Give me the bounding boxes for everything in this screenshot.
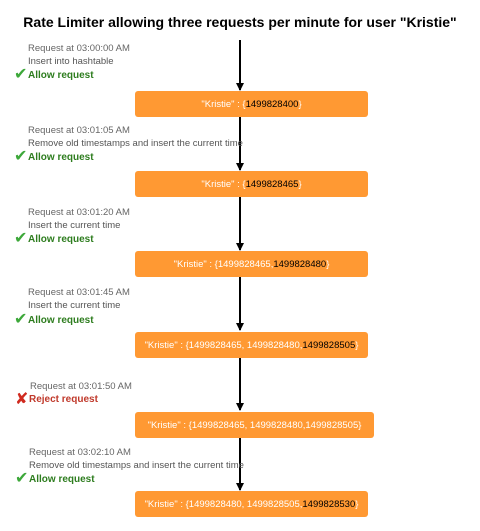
state-key: "Kristie" : { xyxy=(201,178,246,190)
state-key: "Kristie" : { xyxy=(147,419,192,431)
step-2-status: Allow request xyxy=(28,152,94,163)
state-key: "Kristie" : { xyxy=(144,339,189,351)
state-close: } xyxy=(298,98,302,110)
step-3-time: Request at 03:01:20 AM xyxy=(28,207,130,218)
state-box-4 xyxy=(135,332,368,358)
x-icon: ✘ xyxy=(15,391,29,408)
state-old-timestamps: 1499828465, 1499828480,1499828505 xyxy=(191,419,359,431)
step-1-time: Request at 03:00:00 AM xyxy=(28,43,130,54)
state-current-timestamp: 1499828400 xyxy=(245,98,299,110)
step-6-note xyxy=(29,446,244,472)
step-5-status: Reject request xyxy=(29,394,98,405)
step-6-status: Allow request xyxy=(29,474,95,485)
step-4-note xyxy=(28,286,130,312)
step-4-time: Request at 03:01:45 AM xyxy=(28,287,130,298)
step-1-action: Insert into hashtable xyxy=(28,56,114,67)
state-old-timestamps: 1499828480, 1499828505, xyxy=(188,498,303,510)
state-close: } xyxy=(326,258,330,270)
state-key: "Kristie" : { xyxy=(144,498,189,510)
state-box-2 xyxy=(135,171,368,197)
state-old-timestamps: 1499828465, xyxy=(217,258,274,270)
step-6-action: Remove old timestamps and insert the current time xyxy=(29,460,244,471)
diagram-title: Rate Limiter allowing three requests per minute for user "Kristie" xyxy=(23,14,457,30)
step-3-action: Insert the current time xyxy=(28,220,121,231)
state-close: } xyxy=(298,178,302,190)
step-3-note xyxy=(28,206,130,232)
step-3-status: Allow request xyxy=(28,234,94,245)
state-box-6 xyxy=(135,491,368,517)
step-4-status: Allow request xyxy=(28,315,94,326)
step-5-note xyxy=(30,380,132,393)
step-1-status: Allow request xyxy=(28,70,94,81)
state-box-5 xyxy=(135,412,374,438)
check-icon: ✔ xyxy=(14,311,28,328)
step-2-note xyxy=(28,124,243,150)
state-close: } xyxy=(355,498,359,510)
state-box-3 xyxy=(135,251,368,277)
check-icon: ✔ xyxy=(15,470,29,487)
state-box-1 xyxy=(135,91,368,117)
step-5-time: Request at 03:01:50 AM xyxy=(30,381,132,392)
state-current-timestamp: 1499828505 xyxy=(302,339,356,351)
state-current-timestamp: 1499828465 xyxy=(245,178,299,190)
state-current-timestamp: 1499828480 xyxy=(273,258,327,270)
state-close: } xyxy=(358,419,362,431)
state-key: "Kristie" : { xyxy=(201,98,246,110)
state-close: } xyxy=(355,339,359,351)
step-2-time: Request at 03:01:05 AM xyxy=(28,125,130,136)
state-current-timestamp: 1499828530 xyxy=(302,498,356,510)
check-icon: ✔ xyxy=(14,148,28,165)
state-old-timestamps: 1499828465, 1499828480, xyxy=(188,339,303,351)
step-4-action: Insert the current time xyxy=(28,300,121,311)
check-icon: ✔ xyxy=(14,230,28,247)
state-key: "Kristie" : { xyxy=(173,258,218,270)
step-6-time: Request at 03:02:10 AM xyxy=(29,447,131,458)
step-1-note xyxy=(28,42,130,68)
step-2-action: Remove old timestamps and insert the current time xyxy=(28,138,243,149)
check-icon: ✔ xyxy=(14,66,28,83)
